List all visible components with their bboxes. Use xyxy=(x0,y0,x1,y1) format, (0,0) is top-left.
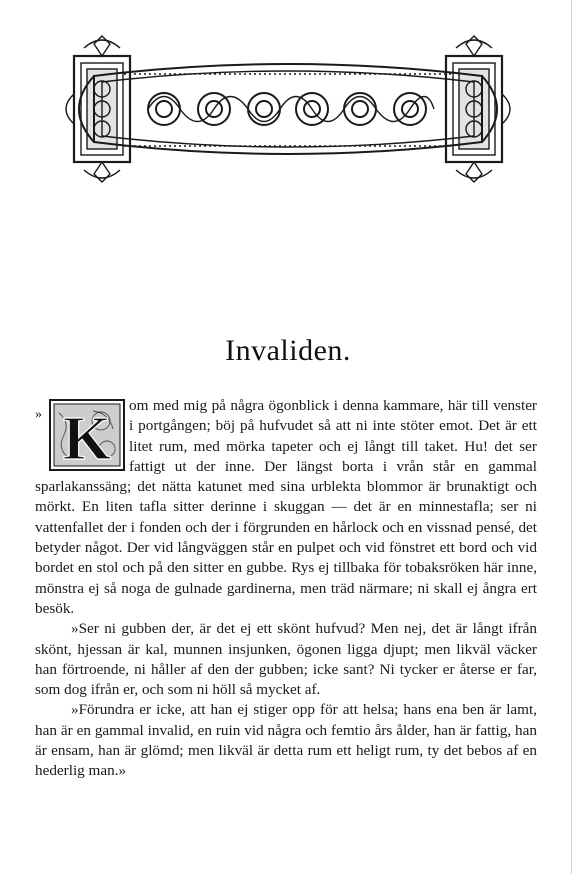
drop-cap xyxy=(35,399,129,473)
paragraph-1 xyxy=(35,396,537,619)
paragraph-1-text: om med mig på några ögonblick i denna kammare, här till venster i portgången; böj på hufvudet så att ni inte stöter emot. Det är ett litet rum, med mörka tapeter och ej långt till taket. Hu! det ser fattigt ut der inne. Der längst borta i vrån står en gammal sparlakanssäng; det nätta katunet med sina urblekta blommor är brunaktigt och mörkt. En liten tafla sitter derinne i skuggan — det är en minnestafla; ser ni vattenfallet der i fonden och der i förgrunden en hårlock och en vissnad pensé, det betyder något. Der vid långväggen står en pulpet och vid fönstret ett bord och vid bordet en stol och på den sitter en gubbe. Rys ej tillbaka för tobaksröken här inne, mönstra ej så noga de gulnade gardinerna, men träd närmare; ni skall ej ångra ert besök. xyxy=(35,397,537,617)
svg-text:K: K xyxy=(62,405,112,471)
opening-quote: » xyxy=(35,407,42,422)
chapter-title: Invaliden. xyxy=(225,334,351,367)
decorative-header-ornament xyxy=(54,34,522,184)
paragraph-3: »Förundra er icke, att han ej stiger opp för att helsa; hans ena ben är lamt, han är en gammal invalid, en ruin vid några och femtio års ålder, han är fattig, han är ensam, han är glömd; men likväl är detta rum ett heligt rum, ty det bebos af en hederlig man.» xyxy=(35,701,537,780)
paragraph-2: »Ser ni gubben der, är det ej ett skönt hufvud? Men nej, det är långt ifrån skönt, hjessan är kal, munnen insjunken, ögonen ligga djupt; men likväl väcker han förtroende, ni håller af den der gubben; icke sant? Ni tycker er återse er far, som dog ifrån er, och som ni höll så mycket af. xyxy=(35,620,537,699)
body-text xyxy=(35,396,537,782)
drop-cap-letter-k-icon xyxy=(49,399,125,471)
